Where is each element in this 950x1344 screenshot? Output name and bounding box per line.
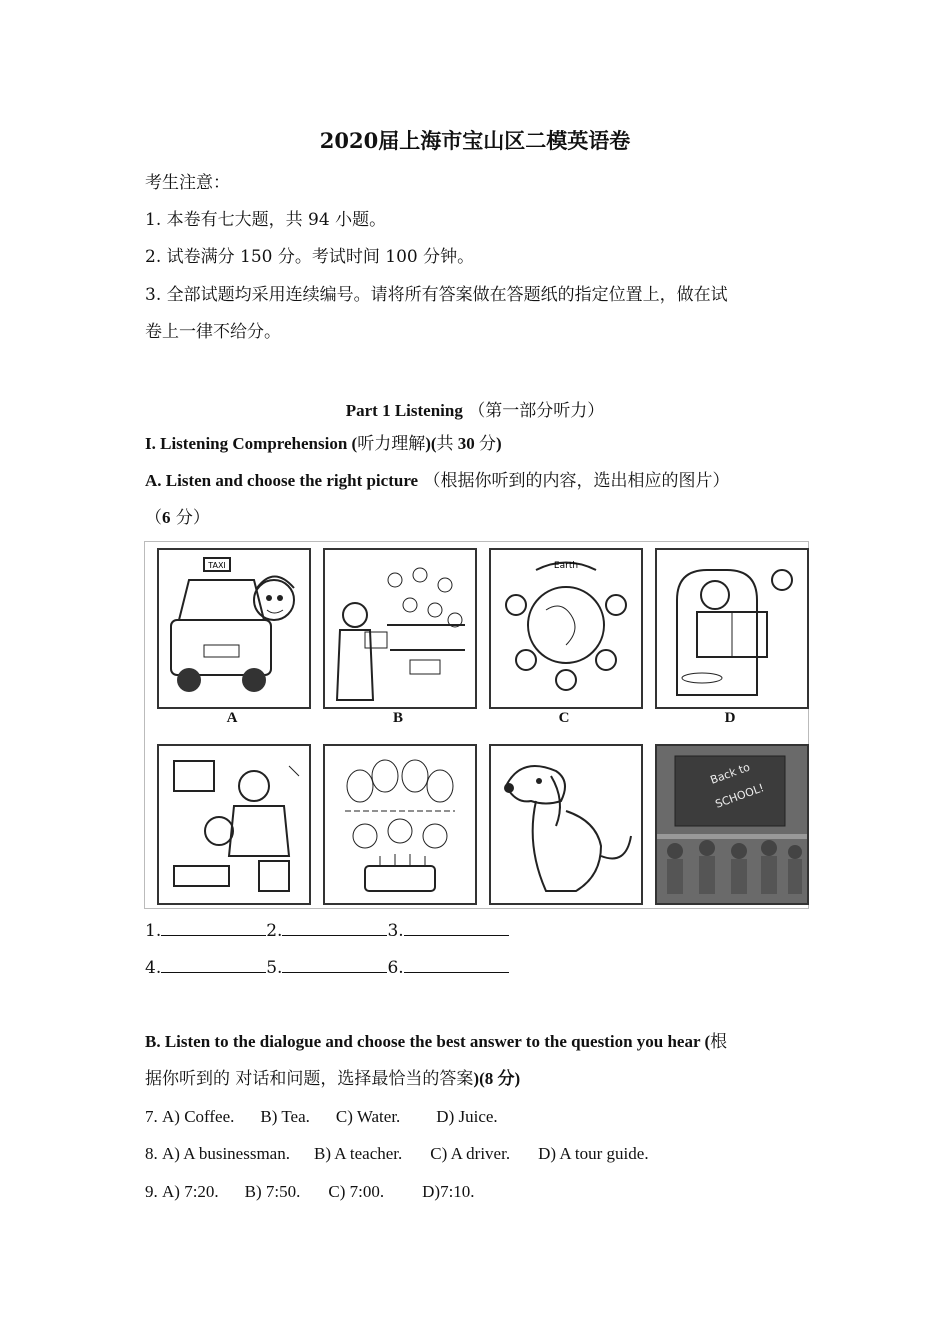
notice-item-3-cont: 卷上一律不给分。 xyxy=(145,322,281,342)
section-1-title: I. Listening Comprehension ( xyxy=(145,434,358,453)
section-b-title: B. Listen to the dialogue and choose the best answer to the question you hear ( xyxy=(145,1032,711,1051)
score-open: （ xyxy=(145,508,162,528)
picture-g-dog xyxy=(489,744,643,905)
picture-label-b: B xyxy=(392,710,403,726)
option-d[interactable]: D)7:10. xyxy=(422,1182,475,1201)
blank-label-4: 4. xyxy=(145,958,162,978)
section-b-unit: 分) xyxy=(493,1069,521,1088)
section-1-score: 30 xyxy=(453,434,480,453)
section-1-paren: )( xyxy=(425,434,437,453)
answer-blank-4[interactable] xyxy=(161,958,266,973)
dog-illustration xyxy=(491,746,641,903)
answer-blank-6[interactable] xyxy=(404,958,509,973)
picture-c-earth xyxy=(489,548,643,709)
picture-label-d: D xyxy=(724,710,736,726)
question-7 xyxy=(145,1106,498,1128)
part-title-cn: （第一部分听力） xyxy=(468,401,605,421)
blank-label-5: 5. xyxy=(266,958,283,978)
option-b[interactable]: B) 7:50. xyxy=(244,1182,301,1201)
answer-blanks-row-2 xyxy=(145,957,509,979)
birthday-illustration xyxy=(325,746,475,903)
answer-blank-3[interactable] xyxy=(404,921,509,936)
picture-label-a: A xyxy=(226,710,238,726)
svg-text:SCHOOL!: SCHOOL! xyxy=(713,781,766,811)
section-a-heading xyxy=(145,470,730,492)
studying-illustration xyxy=(159,746,309,903)
picture-d-reading xyxy=(655,548,809,709)
notice-item-2: 2. 试卷满分 150 分。考试时间 100 分钟。 xyxy=(145,247,475,267)
picture-a-taxi xyxy=(157,548,311,709)
option-a[interactable]: A) A businessman. xyxy=(162,1144,290,1163)
answer-blanks-row-1 xyxy=(145,920,509,942)
answer-blank-1[interactable] xyxy=(161,921,266,936)
picture-f-birthday xyxy=(323,744,477,905)
answer-blank-5[interactable] xyxy=(282,958,387,973)
option-c[interactable]: C) Water. xyxy=(335,1107,401,1126)
option-a[interactable]: A) Coffee. xyxy=(162,1107,235,1126)
notice-item-1: 1. 本卷有七大题，共 94 小题。 xyxy=(145,210,387,230)
part-heading xyxy=(0,396,950,421)
question-number: 7. xyxy=(145,1107,158,1126)
page-title: 2020届上海市宝山区二模英语卷 xyxy=(319,128,631,153)
picture-label-c: C xyxy=(558,710,570,726)
option-d[interactable]: D) Juice. xyxy=(436,1107,498,1126)
earth-illustration xyxy=(491,550,641,707)
taxi-illustration xyxy=(159,550,309,707)
section-b-heading-cont xyxy=(145,1068,520,1090)
blank-label-1: 1. xyxy=(145,921,162,941)
blank-label-2: 2. xyxy=(266,921,283,941)
section-1-total-cn: 共 xyxy=(436,434,454,454)
section-b-heading xyxy=(145,1031,727,1053)
section-a-title: A. Listen and choose the right picture xyxy=(145,471,419,490)
section-b-cn: 据你听到的 对话和问题，选择最恰当的答案 xyxy=(145,1069,474,1089)
svg-text:TAXI: TAXI xyxy=(208,561,226,570)
classroom-illustration xyxy=(325,550,475,707)
reading-illustration xyxy=(657,550,807,707)
section-a-score xyxy=(145,507,210,529)
option-b[interactable]: B) A teacher. xyxy=(313,1144,403,1163)
question-8 xyxy=(145,1143,649,1165)
question-9 xyxy=(145,1181,475,1203)
option-a[interactable]: A) 7:20. xyxy=(162,1182,219,1201)
question-number: 9. xyxy=(145,1182,158,1201)
score-value: 6 xyxy=(162,508,171,527)
section-1-cn: 听力理解 xyxy=(357,434,426,454)
svg-text:Earth: Earth xyxy=(553,561,579,571)
option-d[interactable]: D) A tour guide. xyxy=(538,1144,649,1163)
section-b-cn-tail: 根 xyxy=(710,1032,728,1052)
notice-item-3: 3. 全部试题均采用连续编号。请将所有答案做在答题纸的指定位置上，做在试 xyxy=(145,285,728,305)
blank-label-3: 3. xyxy=(387,921,404,941)
section-b-score: )(8 xyxy=(473,1069,494,1088)
section-1-heading xyxy=(145,433,502,455)
answer-blank-2[interactable] xyxy=(282,921,387,936)
score-unit: 分） xyxy=(170,508,210,528)
blank-label-6: 6. xyxy=(387,958,404,978)
picture-e-studying xyxy=(157,744,311,905)
school-illustration xyxy=(657,746,807,903)
section-a-cn: （根据你听到的内容，选出相应的图片） xyxy=(423,471,730,491)
option-b[interactable]: B) Tea. xyxy=(260,1107,310,1126)
option-c[interactable]: C) A driver. xyxy=(430,1144,511,1163)
part-title: Part 1 Listening xyxy=(345,401,463,420)
svg-text:Back to: Back to xyxy=(708,760,752,787)
option-c[interactable]: C) 7:00. xyxy=(328,1182,385,1201)
notice-heading: 考生注意： xyxy=(145,173,230,193)
section-1-close: ) xyxy=(496,434,502,453)
picture-h-school xyxy=(655,744,809,905)
picture-b-classroom xyxy=(323,548,477,709)
section-1-unit: 分 xyxy=(479,434,497,454)
question-number: 8. xyxy=(145,1144,158,1163)
picture-grid xyxy=(144,541,809,909)
